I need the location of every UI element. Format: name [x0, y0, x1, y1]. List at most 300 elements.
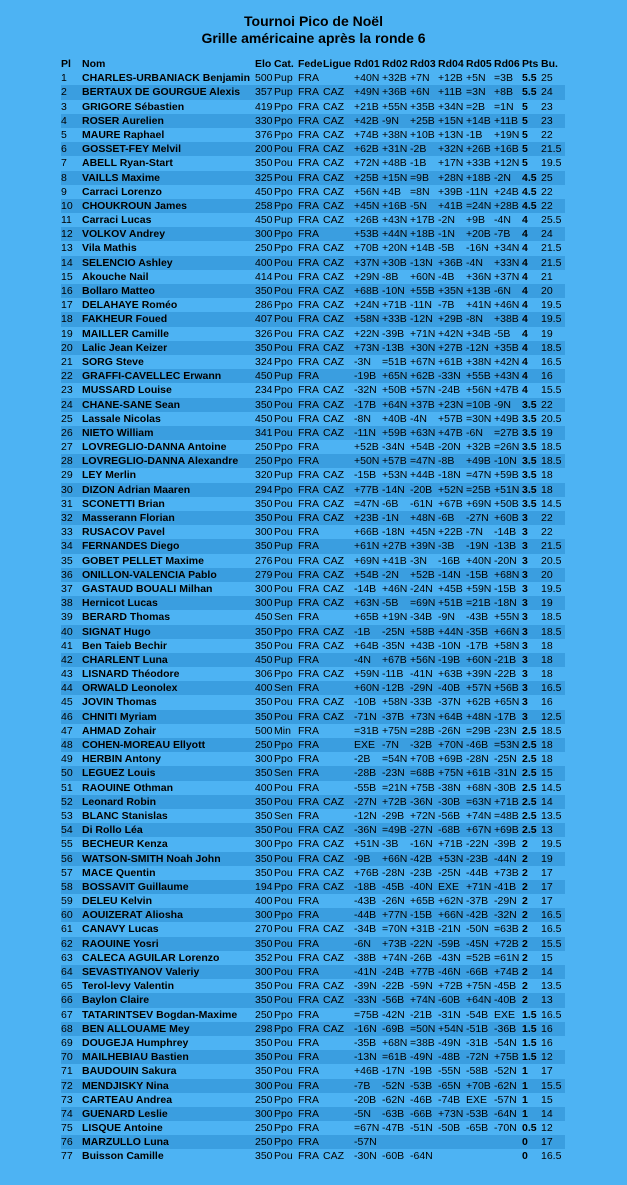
cell-round-1: -39N [354, 980, 377, 993]
cell-round-5: EXE [466, 1093, 488, 1106]
table-row [61, 837, 565, 851]
cell-round-3: +65B [410, 895, 435, 908]
cell-elo: 341 [255, 426, 273, 439]
cell-round-1: +74B [354, 128, 379, 141]
cell-elo: 350 [255, 980, 273, 993]
cell-points: 2 [522, 880, 541, 894]
cell-round-3: =50N [410, 1022, 438, 1036]
cell-round-3: +48N [410, 511, 438, 525]
cell-elo: 270 [255, 923, 273, 936]
cell-place: 75 [61, 1122, 73, 1135]
cell-round-3: +39N [410, 539, 438, 553]
cell-round-3: +45N [410, 526, 436, 539]
cell-round-2: -47B [382, 1122, 405, 1135]
cell-category: Ppo [274, 753, 293, 766]
cell-points: 4 [522, 341, 541, 355]
cell-round-5: +55B [466, 369, 494, 383]
table-row [61, 554, 565, 568]
cell-round-3: -20B [410, 483, 438, 497]
cell-category: Pou [274, 426, 298, 440]
table-row [61, 993, 565, 1007]
cell-round-5: -42B [466, 908, 494, 922]
cell-place: 38 [61, 596, 82, 610]
cell-points: 4 [522, 227, 541, 241]
cell-category: Ppo [274, 738, 298, 752]
cell-round-3: -36N [410, 795, 438, 809]
cell-name: LISNARD Théodore [82, 668, 180, 681]
cell-league [323, 781, 354, 795]
cell-elo: 350 [255, 994, 273, 1007]
cell-league: CAZ [323, 625, 354, 639]
cell-league: CAZ [323, 469, 344, 482]
cell-place: 12 [61, 227, 82, 241]
cell-elo: 350 [255, 398, 273, 411]
cell-round-3: +62B [410, 369, 438, 383]
cell-name: Leonard Robin [82, 795, 255, 809]
cell-round-4: -37N [438, 696, 461, 709]
cell-round-3: -23B [410, 866, 433, 879]
cell-elo: 350 [255, 809, 273, 822]
cell-league [323, 653, 354, 667]
table-row [61, 653, 565, 667]
cell-federation: FRA [298, 795, 323, 809]
cell-round-5: -51B [466, 1022, 494, 1036]
cell-points: 3.5 [522, 469, 537, 482]
cell-category: Pou [274, 582, 293, 595]
cell-round-4: +32N [438, 142, 466, 156]
cell-category: Pou [274, 1036, 293, 1049]
cell-round-4: -21N [438, 923, 461, 936]
cell-round-2: +71B [382, 299, 407, 312]
cell-round-5: +20B [466, 227, 494, 241]
cell-round-2: -24B [382, 965, 410, 979]
cell-place: 60 [61, 908, 82, 922]
cell-round-5: -35B [466, 625, 494, 639]
cell-round-6: +37N [494, 270, 520, 283]
cell-name: Masserann Florian [82, 511, 255, 525]
cell-round-6 [494, 1149, 522, 1163]
cell-round-2: -6B [382, 497, 399, 510]
cell-points: 3 [522, 681, 541, 695]
cell-round-6: +16B [494, 142, 522, 156]
cell-round-1: -11N [354, 426, 382, 440]
cell-name: LEGUEZ Louis [82, 766, 255, 780]
cell-name: SEVASTIYANOV Valeriy [82, 965, 255, 979]
cell-round-5: =63N [466, 795, 494, 809]
cell-round-1: -15B [354, 469, 377, 482]
column-header-round-5: Rd05 [466, 58, 492, 70]
cell-round-5: +41N [466, 299, 492, 312]
table-row [61, 1107, 565, 1121]
cell-name: VOLKOV Andrey [82, 227, 255, 241]
cell-federation: FRA [298, 766, 323, 780]
cell-category: Pou [274, 1065, 293, 1078]
cell-round-1: -12N [354, 809, 377, 822]
cell-category: Pou [274, 554, 293, 567]
cell-round-2: +43N [382, 214, 408, 227]
cell-round-2: +32B [382, 72, 407, 85]
cell-elo: 450 [255, 412, 273, 425]
cell-round-4: -2N [438, 214, 455, 227]
cell-round-3: -3N [410, 554, 427, 567]
cell-league: CAZ [323, 866, 344, 879]
cell-elo: 300 [255, 1107, 273, 1120]
cell-round-5: +32B [466, 441, 491, 454]
cell-federation: FRA [298, 1079, 323, 1093]
cell-round-5: =2B [466, 100, 485, 113]
cell-category: Min [274, 724, 291, 737]
column-header-elo: Elo [255, 58, 272, 70]
cell-round-6: -2N [494, 171, 522, 185]
cell-round-2: -8B [382, 270, 399, 283]
cell-place: 71 [61, 1065, 73, 1078]
cell-buchholz: 13.5 [541, 809, 562, 822]
cell-round-4: -8B [438, 454, 466, 468]
cell-elo: 200 [255, 143, 273, 156]
cell-buchholz: 19.5 [541, 312, 565, 326]
cell-elo: 286 [255, 299, 273, 312]
cell-elo: 298 [255, 1022, 273, 1035]
cell-round-5: +36N [466, 270, 492, 283]
cell-round-2: -42N [382, 1008, 405, 1021]
cell-league: CAZ [323, 185, 344, 198]
cell-category: Pou [274, 980, 293, 993]
cell-points: 2.5 [522, 724, 537, 737]
cell-place: 40 [61, 625, 82, 639]
cell-round-5: +18B [466, 171, 494, 185]
cell-round-2: -52N [382, 1079, 410, 1093]
cell-place: 74 [61, 1107, 82, 1121]
cell-buchholz: 22 [541, 526, 553, 539]
cell-round-6: +59B [494, 469, 519, 482]
cell-round-2: +53N [382, 469, 408, 482]
cell-round-5: +67N [466, 823, 494, 837]
cell-round-5: -27N [466, 511, 494, 525]
cell-league: CAZ [323, 100, 344, 113]
cell-federation: FRA [298, 965, 323, 979]
cell-name: TATARINTSEV Bogdan-Maxime [82, 1008, 238, 1021]
cell-elo: 350 [255, 285, 273, 297]
cell-league: CAZ [323, 497, 344, 510]
cell-round-6: -31N [494, 766, 522, 780]
cell-name: ONILLON-VALENCIA Pablo [82, 568, 255, 582]
cell-round-5: -16N [466, 242, 489, 255]
cell-round-1: -41N [354, 965, 382, 979]
cell-elo: 450 [255, 370, 273, 383]
cell-name: Terol-levy Valentin [82, 980, 175, 993]
cell-round-5: +64N [466, 993, 494, 1007]
cell-federation: FRA [298, 568, 323, 582]
cell-round-5: =47N [466, 469, 492, 482]
cell-buchholz: 19 [541, 852, 565, 866]
cell-place: 54 [61, 823, 82, 837]
cell-round-4: -48B [438, 1050, 466, 1064]
table-row [61, 1050, 565, 1064]
cell-federation: FRA [298, 724, 319, 737]
cell-points: 3.5 [522, 483, 541, 497]
cell-federation: FRA [298, 469, 319, 482]
cell-round-3: +60N [410, 270, 436, 283]
cell-place: 42 [61, 653, 82, 667]
cell-round-6: +8B [494, 85, 522, 99]
cell-round-4: -16B [438, 554, 461, 567]
cell-category: Pou [274, 270, 293, 283]
cell-round-1: +51N [354, 838, 380, 851]
cell-round-3: -33B [410, 696, 433, 709]
cell-category: Pou [274, 710, 298, 724]
cell-place: 18 [61, 312, 82, 326]
cell-round-2: -34N [382, 441, 405, 454]
cell-category: Ppo [274, 1122, 293, 1135]
cell-buchholz: 18.5 [541, 454, 565, 468]
cell-points: 2 [522, 951, 528, 964]
cell-place: 4 [61, 114, 82, 128]
cell-name: DIZON Adrian Maaren [82, 483, 255, 497]
cell-points: 4 [522, 256, 541, 270]
cell-buchholz: 22 [541, 199, 565, 213]
cell-elo: 258 [255, 199, 273, 212]
cell-round-2: -37B [382, 710, 410, 724]
cell-federation: FRA [298, 199, 323, 213]
cell-round-6: -62N [494, 1079, 522, 1093]
cell-round-6: -20N [494, 554, 517, 567]
cell-points: 0 [522, 1135, 541, 1149]
cell-round-3: +72N [410, 809, 436, 822]
cell-round-3: +7N [410, 72, 430, 85]
cell-buchholz: 16.5 [541, 923, 562, 936]
cell-league: CAZ [323, 1022, 354, 1036]
cell-points: 1 [522, 1079, 541, 1093]
cell-round-6: +28B [494, 199, 522, 213]
cell-round-3: +58B [410, 625, 438, 639]
cell-federation: FRA [298, 85, 323, 99]
cell-elo: 357 [255, 86, 273, 99]
cell-place: 64 [61, 965, 82, 979]
cell-round-6: +51N [494, 483, 522, 497]
cell-round-4: +39B [438, 185, 463, 198]
cell-category: Pou [274, 256, 298, 270]
cell-round-6: +69B [494, 823, 522, 837]
cell-round-6: +66N [494, 625, 522, 639]
cell-category: Ppo [274, 1135, 298, 1149]
cell-round-1: +73N [354, 341, 382, 355]
cell-buchholz: 21.5 [541, 539, 565, 553]
table-row [61, 1036, 565, 1050]
cell-round-1: +63N [354, 596, 382, 610]
cell-round-3: -24N [410, 582, 433, 595]
cell-round-1: +62B [354, 142, 382, 156]
cell-elo: 250 [255, 455, 273, 468]
cell-place: 76 [61, 1135, 82, 1149]
cell-points: 2 [522, 866, 528, 879]
cell-federation: FRA [298, 157, 319, 170]
cell-round-1: -43B [354, 895, 377, 908]
cell-round-4: -25N [438, 866, 461, 879]
cell-federation: FRA [298, 681, 323, 695]
cell-round-5: -45N [466, 937, 494, 951]
cell-round-1: -19B [354, 369, 382, 383]
cell-name: CALECA AGUILAR Lorenzo [82, 951, 220, 964]
cell-buchholz: 25 [541, 171, 565, 185]
cell-round-2: +20N [382, 242, 408, 255]
cell-round-4: +71B [438, 838, 463, 851]
cell-round-5: +33B [466, 157, 491, 170]
cell-round-4: +17N [438, 157, 464, 170]
cell-name: SORG Steve [82, 355, 144, 368]
cell-round-4: -46N [438, 965, 466, 979]
cell-league [323, 1064, 354, 1078]
cell-buchholz: 12 [541, 1122, 553, 1135]
cell-round-1: +76B [354, 866, 379, 879]
cell-place: 45 [61, 696, 73, 709]
cell-round-6: +33N [494, 256, 522, 270]
cell-round-6: -17B [494, 710, 522, 724]
cell-round-3: -41N [410, 668, 433, 681]
cell-round-4: -5B [438, 242, 455, 255]
table-row [61, 1079, 565, 1093]
cell-round-6: EXE [494, 1008, 516, 1021]
cell-buchholz: 18 [541, 753, 553, 766]
cell-round-4: -31N [438, 1008, 461, 1021]
cell-name: GOSSET-FEY Melvil [82, 142, 255, 156]
cell-league: CAZ [323, 256, 354, 270]
cell-federation: FRA [298, 511, 323, 525]
cell-place: 48 [61, 738, 82, 752]
cell-round-3: -42B [410, 852, 438, 866]
cell-league [323, 1093, 354, 1107]
cell-round-2: -56B [382, 993, 410, 1007]
cell-round-2: =70N [382, 923, 408, 936]
cell-round-3: -51N [410, 1122, 433, 1135]
cell-buchholz: 15 [541, 951, 553, 964]
cell-round-2: +30B [382, 256, 410, 270]
cell-name: RAOUINE Yosri [82, 937, 255, 951]
cell-round-1: -2B [354, 753, 371, 766]
cell-round-3: +63N [410, 426, 438, 440]
cell-round-4: +67B [438, 497, 463, 510]
cell-round-3: +30N [410, 341, 438, 355]
cell-round-4: -18N [438, 469, 461, 482]
cell-place: 13 [61, 242, 73, 255]
cell-round-6: +71B [494, 795, 522, 809]
cell-round-4: +57B [438, 412, 463, 425]
cell-league: CAZ [323, 823, 354, 837]
cell-name: BAUDOUIN Sakura [82, 1065, 177, 1078]
table-row [61, 199, 565, 213]
cell-place: 73 [61, 1093, 73, 1106]
cell-place: 37 [61, 582, 73, 595]
cell-federation: FRA [298, 895, 319, 908]
cell-name: RAOUINE Othman [82, 781, 174, 794]
cell-place: 15 [61, 270, 73, 283]
cell-name: Carraci Lorenzo [82, 185, 162, 198]
cell-round-1: -36N [354, 823, 382, 837]
table-row [61, 922, 565, 936]
cell-federation: FRA [298, 993, 323, 1007]
table-row [61, 71, 565, 85]
cell-points: 5 [522, 100, 528, 113]
cell-round-5: -15B [466, 568, 494, 582]
cell-place: 30 [61, 483, 82, 497]
cell-name: GUENARD Leslie [82, 1107, 255, 1121]
cell-league: CAZ [323, 284, 354, 298]
cell-round-3: -32B [410, 738, 438, 752]
cell-round-3: -1B [410, 157, 427, 170]
cell-points: 3 [522, 539, 541, 553]
cell-round-6: -45B [494, 980, 517, 993]
cell-category: Ppo [274, 185, 293, 198]
cell-round-5: +13B [466, 284, 494, 298]
cell-round-1: -20B [354, 1093, 377, 1106]
cell-round-3: +67N [410, 355, 436, 368]
cell-round-4: -1N [438, 227, 466, 241]
cell-place: 6 [61, 142, 82, 156]
cell-points: 2.5 [522, 809, 537, 822]
cell-round-6: -29N [494, 895, 517, 908]
cell-federation: FRA [298, 1022, 323, 1036]
cell-round-3: +44B [410, 469, 435, 482]
cell-round-5: -11N [466, 185, 488, 198]
cell-elo: 300 [255, 597, 273, 610]
cell-category: Ppo [274, 384, 293, 397]
cell-league [323, 1107, 354, 1121]
cell-round-1: +53B [354, 227, 382, 241]
cell-elo: 350 [255, 1065, 273, 1078]
cell-place: 2 [61, 85, 82, 99]
cell-round-6: -15B [494, 582, 517, 595]
cell-federation: FRA [298, 312, 323, 326]
cell-points: 5.5 [522, 85, 541, 99]
cell-league: CAZ [323, 327, 344, 340]
cell-elo: 400 [255, 682, 273, 695]
cell-round-5: -28N [466, 753, 489, 766]
cell-round-1: +21B [354, 100, 379, 113]
cell-round-1: =47N [354, 497, 380, 510]
cell-points: 3 [522, 696, 528, 709]
cell-league: CAZ [323, 483, 354, 497]
cell-round-4: +27B [438, 341, 466, 355]
table-row [61, 383, 565, 397]
cell-federation: FRA [298, 227, 323, 241]
cell-points: 4.5 [522, 199, 541, 213]
cell-place: 61 [61, 923, 73, 936]
cell-category: Pou [274, 398, 298, 412]
cell-buchholz: 17 [541, 880, 565, 894]
cell-place: 35 [61, 554, 73, 567]
cell-round-1: +60N [354, 681, 382, 695]
cell-round-6 [494, 1135, 522, 1149]
cell-round-4: +47B [438, 426, 466, 440]
cell-buchholz: 17 [541, 866, 553, 879]
cell-buchholz: 13 [541, 823, 565, 837]
cell-league: CAZ [323, 852, 354, 866]
cell-round-6: -32N [494, 908, 522, 922]
cell-federation: FRA [298, 753, 319, 766]
cell-category: Ppo [274, 1107, 298, 1121]
cell-round-1: -55B [354, 781, 377, 794]
cell-league: CAZ [323, 214, 344, 227]
cell-round-1: +56N [354, 185, 380, 198]
cell-category: Ppo [274, 454, 298, 468]
cell-round-3: -59N [410, 980, 433, 993]
cell-round-3: -16N [410, 838, 433, 851]
cell-round-4: -24B [438, 384, 461, 397]
cell-round-2: =61B [382, 1050, 410, 1064]
cell-points: 3.5 [522, 398, 541, 412]
table-row [61, 454, 565, 468]
cell-round-4: -65N [438, 1079, 466, 1093]
table-row [61, 781, 565, 795]
